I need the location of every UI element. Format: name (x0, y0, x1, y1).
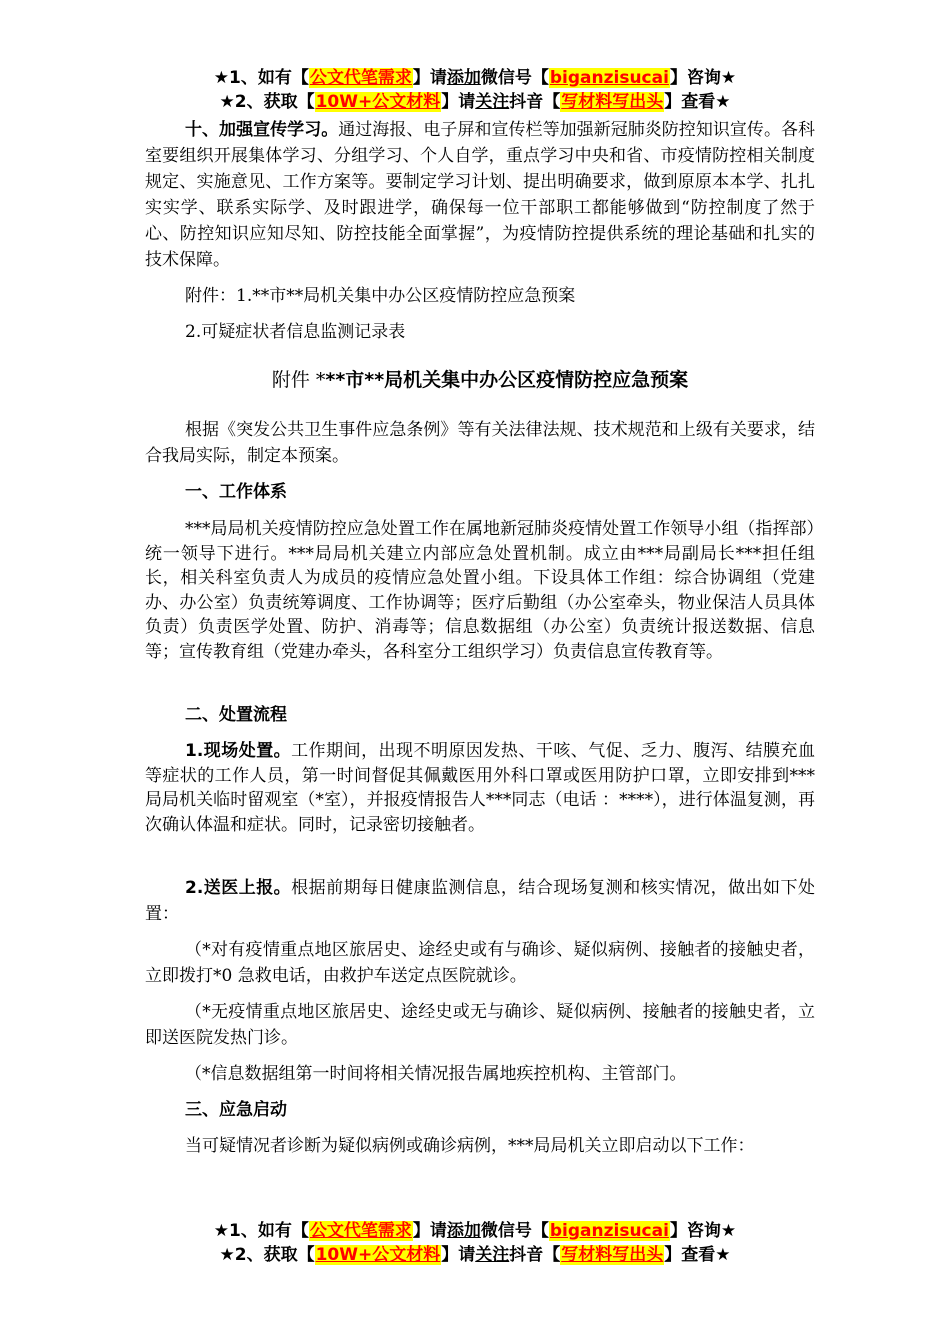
step-2-lead: 2.送医上报。 (185, 878, 292, 898)
promo-banner-top (0, 66, 950, 114)
heading-1-block (145, 479, 815, 505)
intro-block (145, 417, 815, 469)
promo-text: ★1、如有【 (213, 1221, 309, 1241)
promo-text: ★2、获取【 (219, 1245, 315, 1265)
promo-line-1 (0, 66, 950, 90)
promo-text: 】咨询★ (669, 1221, 737, 1241)
promo-highlight: 公文代笔需求 (309, 1221, 412, 1241)
heading-procedure: 二、处置流程 (185, 705, 287, 725)
title-text: **市**局机关集中办公区疫情防控应急预案 (325, 369, 689, 391)
section-1-block (145, 517, 815, 665)
promo-text: 】请 (412, 68, 447, 88)
section-10-text: 通过海报、电子屏和宣传栏等加强新冠肺炎防控知识宣传。各科室要组织开展集体学习、分组学习、个人自学，重点学习中央和省、市疫情防控相关制度规定、实施意见、工作方案等。要制定学习计划、提出明确要求，做到原原本本学、扎扎实实学、联系实际学、及时跟进学，确保每一位干部职工都能够做到“防控制度了然于心、防控知识应知尽知、防控技能全面掌握”，为疫情防控提供系统的理论基础和扎实的技术保障。 (145, 120, 815, 270)
heading-work-system: 一、工作体系 (185, 482, 287, 502)
promo-underline: 关注 (475, 1245, 510, 1265)
heading-2-block (145, 702, 815, 728)
title-line (145, 367, 815, 393)
item-1-paragraph: （*对有疫情重点地区旅居史、途经史或有与确诊、疑似病例、接触者的接触史者，立即拨打*0 急救电话，由救护车送定点医院就诊。 (145, 940, 815, 986)
document-title (145, 367, 815, 393)
attachment-2-text: 2.可疑症状者信息监测记录表 (185, 322, 406, 342)
promo-text: 】请 (412, 1221, 447, 1241)
section-3-block (145, 1133, 815, 1159)
promo-line-2 (0, 1243, 950, 1267)
promo-line-1 (0, 1219, 950, 1243)
step-2-text: 根据前期每日健康监测信息，结合现场复测和核实情况，做出如下处置： (145, 878, 815, 924)
promo-text: 】请 (441, 1245, 476, 1265)
section-10-lead: 十、加强宣传学习。 (185, 120, 339, 140)
promo-text: 微信号【 (480, 1221, 549, 1241)
promo-text: 】请 (441, 92, 476, 112)
promo-highlight: 写材料写出头 (561, 92, 664, 112)
attachment-1-text: 附件：1.**市**局机关集中办公区疫情防控应急预案 (185, 286, 576, 306)
promo-text: ★2、获取【 (219, 92, 315, 112)
step-2-paragraph (145, 875, 815, 927)
promo-highlight: 10W+公文材料 (315, 92, 441, 112)
promo-text: 】查看★ (664, 1245, 731, 1265)
item-2-block (145, 999, 815, 1051)
promo-text: 】查看★ (664, 92, 731, 112)
section-3-paragraph: 当可疑情况者诊断为疑似病例或确诊病例，***局局机关立即启动以下工作： (185, 1136, 755, 1156)
promo-text: 微信号【 (480, 68, 549, 88)
item-3-block (145, 1061, 815, 1087)
item-3-paragraph: （*信息数据组第一时间将相关情况报告属地疾控机构、主管部门。 (185, 1064, 687, 1084)
promo-line-2 (0, 90, 950, 114)
step-1-paragraph (145, 739, 815, 837)
step-1-block (145, 739, 815, 837)
intro-paragraph: 根据《突发公共卫生事件应急条例》等有关法律法规、技术规范和上级有关要求，结合我局实际，制定本预案。 (145, 420, 815, 466)
step-1-lead: 1.现场处置。 (185, 741, 292, 761)
item-1-block (145, 937, 815, 989)
promo-text: ★1、如有【 (213, 68, 309, 88)
promo-highlight: 10W+公文材料 (315, 1245, 441, 1265)
section-10 (145, 117, 815, 273)
step-1-text: 工作期间，出现不明原因发热、干咳、气促、乏力、腹泻、结膜充血等症状的工作人员，第一时间督促其佩戴医用外科口罩或医用防护口罩，立即安排到***局局机关临时留观室（*室），并报疫情报告人***同志（电话 ：****），进行体温复测，再次确认体温和症状。同时，记录密切接触者。 (145, 741, 815, 835)
promo-underline: 关注 (475, 92, 510, 112)
promo-highlight: 公文代笔需求 (309, 68, 412, 88)
heading-emergency-start: 三、应急启动 (185, 1100, 287, 1120)
heading-3-block (145, 1097, 815, 1123)
promo-banner-bottom (0, 1219, 950, 1267)
promo-text: 抖音【 (509, 1245, 561, 1265)
promo-underline: 添加 (446, 68, 481, 88)
section-1-paragraph: ***局局机关疫情防控应急处置工作在属地新冠肺炎疫情处置工作领导小组（指挥部）统一领导下进行。***局局机关建立内部应急处置机制。成立由***局副局长***担任组长，相关科室负责人为成员的疫情应急处置小组。下设具体工作组：综合协调组（党建办、办公室）负责统筹调度、工作协调等；医疗后勤组（办公室牵头，物业保洁人员具体负责）负责医学处置、防护、消毒等；信息数据组（办公室）负责统计报送数据、信息等；宣传教育组（党建办牵头，各科室分工组织学习）负责信息宣传教育等。 (145, 519, 815, 662)
step-2-block (145, 875, 815, 927)
section-10-paragraph (145, 117, 815, 273)
promo-highlight: biganzisucai (549, 68, 669, 88)
attachment-line-2 (145, 319, 815, 345)
promo-text: 抖音【 (509, 92, 561, 112)
promo-highlight: 写材料写出头 (561, 1245, 664, 1265)
promo-text: 】咨询★ (669, 68, 737, 88)
item-2-paragraph: （*无疫情重点地区旅居史、途经史或无与确诊、疑似病例、接触者的接触史者，立即送医院发热门诊。 (145, 1002, 815, 1048)
promo-underline: 添加 (446, 1221, 481, 1241)
promo-highlight: biganzisucai (549, 1221, 669, 1241)
attachment-line-1 (145, 283, 815, 309)
title-prefix: 附件 * (271, 369, 326, 391)
